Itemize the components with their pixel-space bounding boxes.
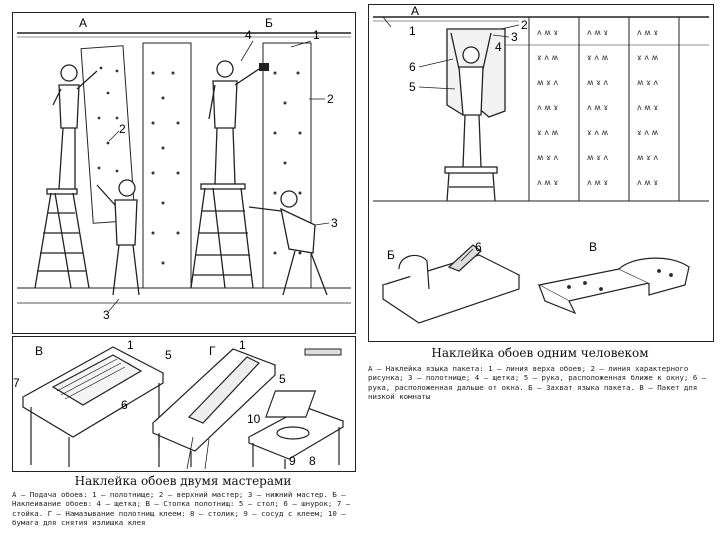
num-1: 1 [313, 28, 320, 42]
label-g: Г [209, 344, 216, 358]
num-4: 4 [245, 28, 252, 42]
num-7: 7 [13, 376, 20, 390]
svg-text:ʍ ɤ ʌ: ʍ ɤ ʌ [587, 153, 609, 162]
left-caption-text: А — Подача обоев: 1 — полотнище; 2 — верхний мастер; 3 — нижний мастер. Б — Наклеивание обоев: 4 — щетка; В — Стопка полотнищ: 5 — стол; 6 — шнурок; 7 — стойка. Г — Намазывание полотнищ клеем: 8 — столик; 9 — сосуд с клеем; 10 — бумага для снятия излишка клея [12, 490, 351, 528]
r-label-a: А [411, 4, 420, 18]
package-b [383, 245, 519, 323]
svg-text:ʌ ʍ ɤ: ʌ ʍ ɤ [537, 103, 559, 112]
small-table [249, 391, 343, 469]
svg-text:ʌ ʍ ɤ: ʌ ʍ ɤ [587, 28, 609, 37]
table-glue [153, 349, 275, 469]
num-9: 9 [289, 454, 296, 468]
label-a: А [79, 16, 88, 30]
svg-text:ʌ ʍ ɤ: ʌ ʍ ɤ [537, 28, 559, 37]
panel-one-person [368, 4, 714, 342]
r-num-3: 3 [511, 30, 518, 44]
num-6: 6 [121, 398, 128, 412]
num-5b: 5 [279, 372, 286, 386]
illustration-vg [13, 337, 355, 471]
svg-text:ɤ ʌ ʍ: ɤ ʌ ʍ [537, 128, 559, 137]
label-b: Б [265, 16, 273, 30]
svg-text:ɤ ʌ ʍ: ɤ ʌ ʍ [637, 128, 659, 137]
strip-right-pattern [537, 28, 659, 187]
package-v [539, 258, 689, 313]
num-3a: 3 [331, 216, 338, 230]
svg-text:ʌ ʍ ɤ: ʌ ʍ ɤ [637, 103, 659, 112]
svg-text:ʍ ɤ ʌ: ʍ ɤ ʌ [537, 78, 559, 87]
r-num-4: 4 [495, 40, 502, 54]
upper-master-left [53, 65, 97, 189]
num-3b: 3 [103, 308, 110, 322]
num-10: 10 [247, 412, 261, 426]
r-num-2: 2 [521, 18, 528, 32]
right-title: Наклейка обоев одним человеком [431, 346, 649, 360]
lower-master-left [97, 180, 139, 295]
r-label-b: Б [387, 248, 395, 262]
svg-text:ɤ ʌ ʍ: ɤ ʌ ʍ [587, 53, 609, 62]
svg-text:ʌ ʍ ɤ: ʌ ʍ ɤ [587, 178, 609, 187]
left-caption [12, 490, 358, 528]
ladder-right [191, 184, 253, 288]
panel-two-masters-vg [12, 336, 356, 472]
num-2b: 2 [327, 92, 334, 106]
num-5a: 5 [165, 348, 172, 362]
r-num-1: 1 [409, 24, 416, 38]
svg-text:ʌ ʍ ɤ: ʌ ʍ ɤ [537, 178, 559, 187]
r-label-v: В [589, 240, 598, 254]
right-caption-text: А — Наклейка языка пакета: 1 — линия верха обоев; 2 — линия характерного рисунка; 3 — полотнище; 4 — щетка; 5 — рука, расположенная ближе к окну; 6 — рука, расположенная дальше от окна. Б — Захват языка пакета. В — Пакет для низкой комнаты [368, 364, 707, 402]
num-2a: 2 [119, 122, 126, 136]
brush-icon [259, 63, 269, 71]
svg-text:ʌ ʍ ɤ: ʌ ʍ ɤ [637, 28, 659, 37]
svg-text:ɤ ʌ ʍ: ɤ ʌ ʍ [587, 128, 609, 137]
svg-text:ʍ ɤ ʌ: ʍ ɤ ʌ [587, 78, 609, 87]
num-1c: 1 [127, 338, 134, 352]
brush-box [305, 349, 341, 355]
r-num-6a: 6 [409, 60, 416, 74]
svg-text:ɤ ʌ ʍ: ɤ ʌ ʍ [537, 53, 559, 62]
panel-two-masters-ab [12, 12, 356, 334]
label-v: В [35, 344, 44, 358]
num-8: 8 [309, 454, 316, 468]
ladder-left [35, 189, 89, 288]
svg-text:ʍ ɤ ʌ: ʍ ɤ ʌ [637, 153, 659, 162]
svg-text:ʍ ɤ ʌ: ʍ ɤ ʌ [537, 153, 559, 162]
svg-text:ʌ ʍ ɤ: ʌ ʍ ɤ [637, 178, 659, 187]
illustration-ab [13, 13, 355, 333]
upper-master-right [209, 61, 259, 184]
svg-text:ɤ ʌ ʍ: ɤ ʌ ʍ [637, 53, 659, 62]
lower-master-right [249, 191, 327, 295]
r-num-6b: 6 [475, 240, 482, 254]
illustration-one-person [369, 5, 713, 341]
svg-text:ʍ ɤ ʌ: ʍ ɤ ʌ [637, 78, 659, 87]
num-1d: 1 [239, 338, 246, 352]
table-stack [23, 347, 163, 467]
svg-text:ʌ ʍ ɤ: ʌ ʍ ɤ [587, 103, 609, 112]
right-caption [368, 364, 714, 402]
left-title: Наклейка обоев двумя мастерами [74, 474, 292, 488]
r-num-5: 5 [409, 80, 416, 94]
person-on-stool [445, 29, 505, 201]
